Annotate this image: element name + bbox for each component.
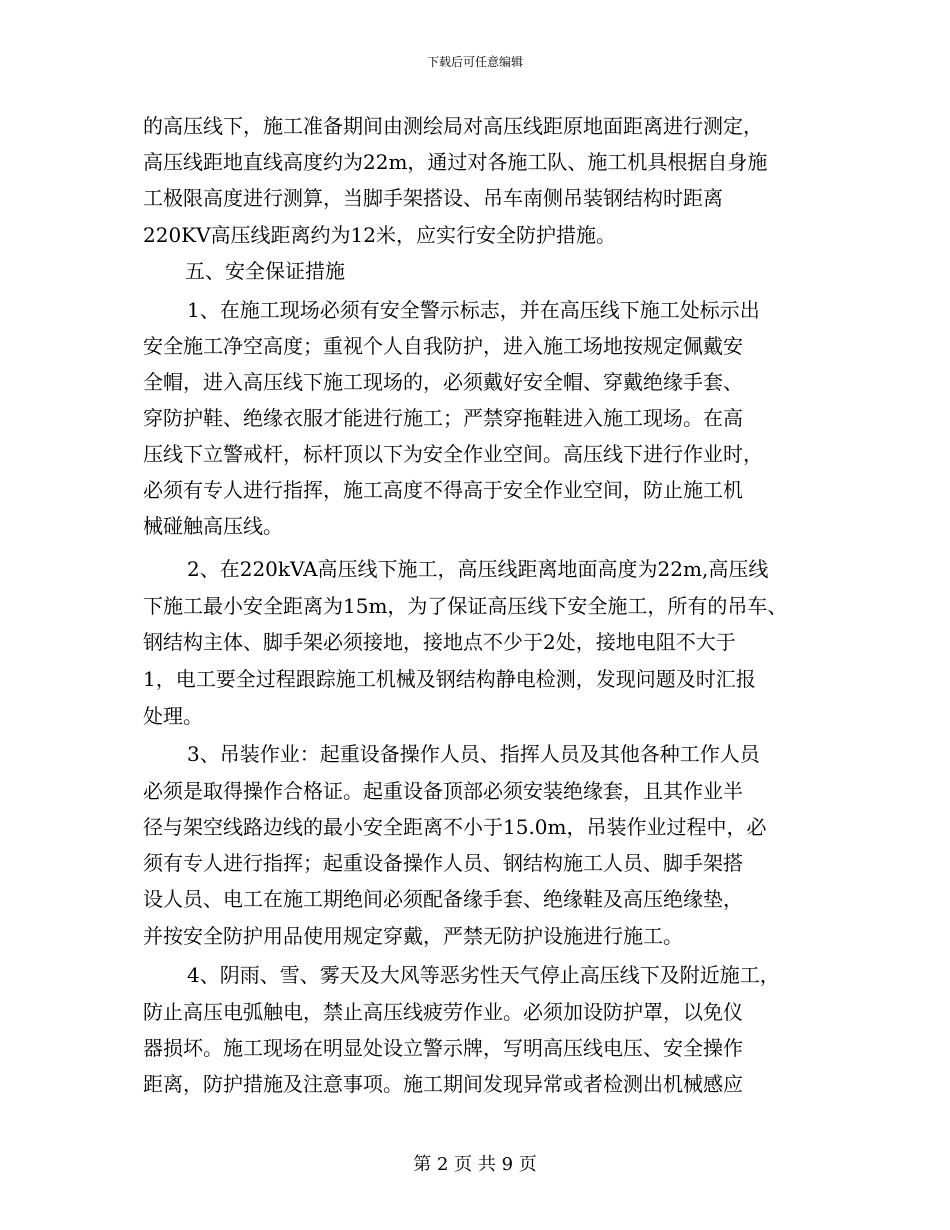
body-line: 防止高压电弧触电，禁止高压线疲劳作业。必须加设防护罩，以免仪 <box>143 1000 743 1024</box>
section-heading: 五、安全保证措施 <box>185 259 345 283</box>
body-line: 须有专人进行指挥；起重设备操作人员、钢结构施工人员、脚手架搭 <box>143 851 743 875</box>
page-number: 第 2 页 共 9 页 <box>413 1154 537 1175</box>
body-line: 220KV高压线距离约为12米，应实行安全防护措施。 <box>143 223 617 247</box>
body-line: 必须是取得操作合格证。起重设备顶部必须安装绝缘套，且其作业半 <box>143 779 743 803</box>
body-line: 高压线距地直线高度约为22m，通过对各施工队、施工机具根据自身施 <box>143 150 768 174</box>
body-line: 2、在220kVA高压线下施工，高压线距离地面高度为22m,高压线 <box>187 557 769 581</box>
body-line: 距离，防护措施及注意事项。施工期间发现异常或者检测出机械感应 <box>143 1072 743 1096</box>
body-line: 1，电工要全过程跟踪施工机械及钢结构静电检测，发现问题及时汇报 <box>143 667 756 691</box>
body-line: 械碰触高压线。 <box>143 514 283 538</box>
body-line: 必须有专人进行指挥，施工高度不得高于安全作业空间，防止施工机 <box>143 478 743 502</box>
body-line: 4、阴雨、雪、雾天及大风等恶劣性天气停止高压线下及附近施工， <box>187 963 780 987</box>
body-line: 1、在施工现场必须有安全警示标志，并在高压线下施工处标示出 <box>187 298 760 322</box>
body-line: 全帽，进入高压线下施工现场的，必须戴好安全帽、穿戴绝缘手套、 <box>143 370 743 394</box>
body-line: 径与架空线路边线的最小安全距离不小于15.0m，吊装作业过程中，必 <box>143 815 767 839</box>
body-line: 安全施工净空高度；重视个人自我防护，进入施工场地按规定佩戴安 <box>143 334 743 358</box>
body-line: 下施工最小安全距离为15m，为了保证高压线下安全施工，所有的吊车、 <box>143 594 788 618</box>
body-line: 工极限高度进行测算，当脚手架搭设、吊车南侧吊装钢结构时距离 <box>143 186 723 210</box>
body-line: 压线下立警戒杆，标杆顶以下为安全作业空间。高压线下进行作业时， <box>143 442 763 466</box>
body-line: 3、吊装作业：起重设备操作人员、指挥人员及其他各种工作人员 <box>187 742 760 766</box>
body-line: 处理。 <box>143 704 203 728</box>
body-line: 器损坏。施工现场在明显处设立警示牌，写明高压线电压、安全操作 <box>143 1036 743 1060</box>
page-header: 下载后可任意编辑 <box>426 55 523 69</box>
body-line: 并按安全防护用品使用规定穿戴，严禁无防护设施进行施工。 <box>143 924 683 948</box>
body-line: 穿防护鞋、绝缘衣服才能进行施工；严禁穿拖鞋进入施工现场。在高 <box>143 406 743 430</box>
body-line: 钢结构主体、脚手架必须接地，接地点不少于2处，接地电阻不大于 <box>143 630 736 654</box>
body-line: 设人员、电工在施工期绝间必须配备缘手套、绝缘鞋及高压绝缘垫， <box>143 887 743 911</box>
body-line: 的高压线下，施工准备期间由测绘局对高压线距原地面距离进行测定， <box>143 114 763 138</box>
